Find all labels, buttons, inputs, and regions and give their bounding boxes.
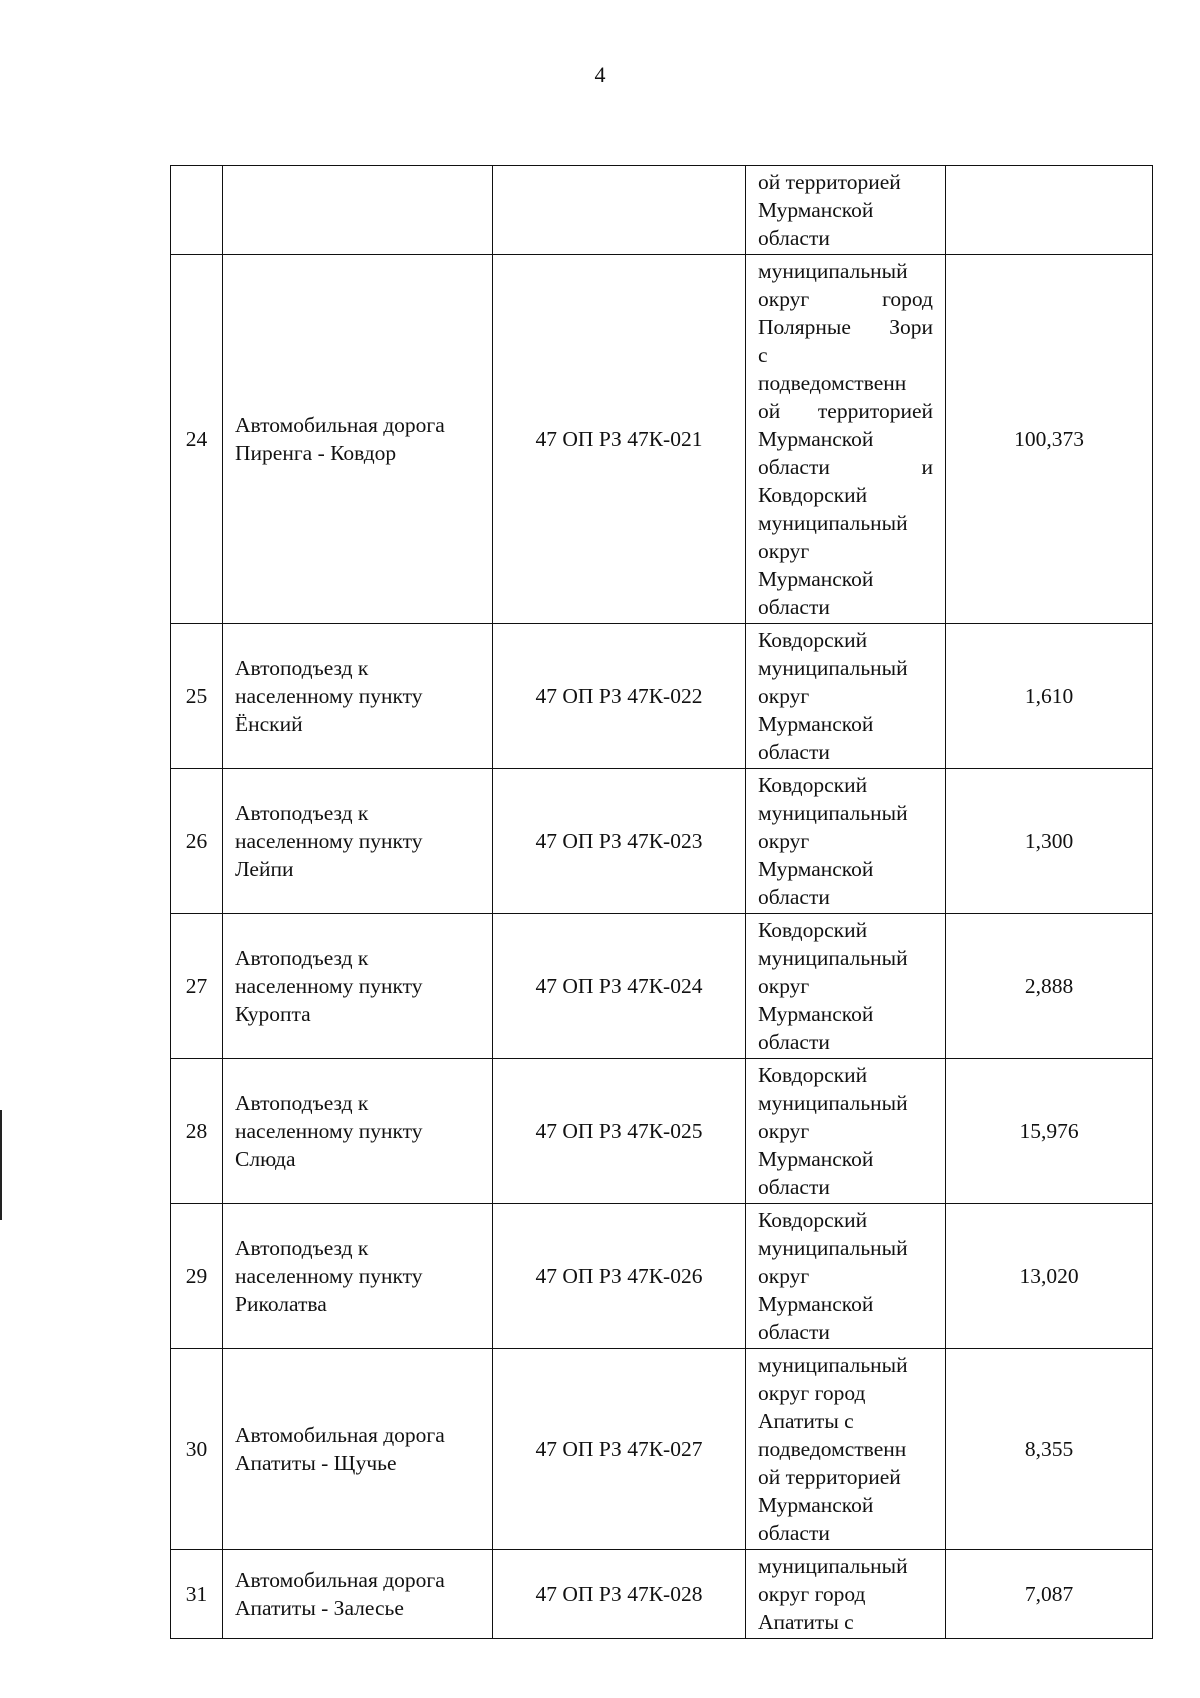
municipality [746,255,946,624]
municipality-line: с [758,343,768,367]
municipality-line: ой территорией [758,399,933,423]
road-name [223,624,493,769]
road-name-line: Автоподъезд к [235,801,369,825]
row-number: 30 [171,1349,223,1550]
municipality-line: Мурманской [758,567,874,591]
road-name [223,1204,493,1349]
road-name-line: Слюда [235,1147,296,1171]
municipality-line: округ [758,539,810,563]
table-row [171,914,1153,1059]
municipality-line: Апатиты с [758,1409,854,1433]
road-length: 2,888 [946,914,1153,1059]
road-name-line: населенному пункту [235,1264,423,1288]
municipality-line: муниципальный [758,946,908,970]
municipality-line: области [758,595,830,619]
municipality [746,769,946,914]
road-name-line: Автомобильная дорога [235,1423,445,1447]
municipality-line: области [758,1030,830,1054]
road-length: 1,610 [946,624,1153,769]
municipality-line: Мурманской [758,427,874,451]
road-code: 47 ОП РЗ 47К-028 [493,1550,746,1639]
municipality-line: подведомственн [758,371,907,395]
row-number: 27 [171,914,223,1059]
municipality-line: Апатиты с [758,1610,854,1634]
municipality-line: муниципальный [758,801,908,825]
municipality-line: муниципальный [758,259,908,283]
road-code: 47 ОП РЗ 47К-021 [493,255,746,624]
municipality-line: округ город [758,287,933,311]
road-length: 100,373 [946,255,1153,624]
road-name-line: Апатиты - Щучье [235,1451,397,1475]
municipality-line: подведомственн [758,1437,907,1461]
road-code: 47 ОП РЗ 47К-022 [493,624,746,769]
row-number: 29 [171,1204,223,1349]
municipality-line: области и [758,455,933,479]
municipality-line: округ [758,974,810,998]
road-name [223,769,493,914]
municipality-line: муниципальный [758,1353,908,1377]
table-row [171,1059,1153,1204]
municipality-line: области [758,1175,830,1199]
road-name-line: Автомобильная дорога [235,1568,445,1592]
municipality-line: Мурманской [758,1292,874,1316]
municipality-line: муниципальный [758,1236,908,1260]
municipality-line: ой территорией [758,170,901,194]
municipality [746,166,946,255]
scan-margin-mark [0,1110,2,1220]
municipality-line: муниципальный [758,656,908,680]
road-length: 7,087 [946,1550,1153,1639]
road-length [946,166,1153,255]
municipality-line: округ город [758,1582,866,1606]
road-code: 47 ОП РЗ 47К-026 [493,1204,746,1349]
road-name [223,1349,493,1550]
road-name-line: Автоподъезд к [235,1236,369,1260]
municipality-line: Мурманской [758,198,874,222]
road-name-line: Лейпи [235,857,294,881]
road-name-line: Автоподъезд к [235,1091,369,1115]
road-name-line: Риколатва [235,1292,327,1316]
municipality-line: области [758,885,830,909]
municipality-line: Ковдорский [758,773,868,797]
municipality-line: Ковдорский [758,1208,868,1232]
roads-table [170,165,1153,1639]
road-name-line: Апатиты - Залесье [235,1596,404,1620]
road-name-line: населенному пункту [235,974,423,998]
municipality-line: Мурманской [758,1147,874,1171]
municipality-line: области [758,740,830,764]
road-name-line: населенному пункту [235,1119,423,1143]
row-number: 31 [171,1550,223,1639]
road-name-line: Автоподъезд к [235,946,369,970]
table-row [171,1204,1153,1349]
road-name-line: населенному пункту [235,829,423,853]
municipality-line: области [758,1521,830,1545]
road-code: 47 ОП РЗ 47К-025 [493,1059,746,1204]
municipality-line: Полярные Зори [758,315,933,339]
road-name [223,1059,493,1204]
road-name [223,1550,493,1639]
row-number [171,166,223,255]
municipality-line: округ [758,829,810,853]
road-name-line: населенному пункту [235,684,423,708]
municipality [746,1059,946,1204]
municipality-line: Мурманской [758,1493,874,1517]
municipality-line: округ город [758,1381,866,1405]
road-name-line: Куропта [235,1002,311,1026]
municipality [746,1349,946,1550]
road-code: 47 ОП РЗ 47К-023 [493,769,746,914]
road-name-line: Автоподъезд к [235,656,369,680]
municipality-line: округ [758,684,810,708]
road-name-line: Ёнский [235,712,303,736]
municipality [746,914,946,1059]
table-row [171,166,1153,255]
road-name [223,255,493,624]
municipality-line: ой территорией [758,1465,901,1489]
table-row [171,624,1153,769]
road-name [223,166,493,255]
municipality-line: округ [758,1264,810,1288]
road-length: 13,020 [946,1204,1153,1349]
roads-table-body [171,166,1153,1639]
municipality-line: Ковдорский [758,918,868,942]
road-length: 8,355 [946,1349,1153,1550]
municipality-line: Ковдорский [758,483,868,507]
row-number: 28 [171,1059,223,1204]
municipality-line: области [758,1320,830,1344]
municipality [746,1550,946,1639]
municipality-line: муниципальный [758,511,908,535]
road-code: 47 ОП РЗ 47К-027 [493,1349,746,1550]
table-row [171,769,1153,914]
municipality-line: Мурманской [758,1002,874,1026]
municipality [746,1204,946,1349]
municipality [746,624,946,769]
road-name [223,914,493,1059]
page-number: 4 [594,62,606,87]
road-code [493,166,746,255]
road-length: 15,976 [946,1059,1153,1204]
municipality-line: Мурманской [758,857,874,881]
municipality-line: Ковдорский [758,1063,868,1087]
municipality-line: Мурманской [758,712,874,736]
table-row [171,255,1153,624]
road-code: 47 ОП РЗ 47К-024 [493,914,746,1059]
road-name-line: Пиренга - Ковдор [235,441,397,465]
municipality-line: Ковдорский [758,628,868,652]
municipality-line: области [758,226,830,250]
municipality-line: муниципальный [758,1091,908,1115]
municipality-line: округ [758,1119,810,1143]
road-name-line: Автомобильная дорога [235,413,445,437]
table-row [171,1349,1153,1550]
road-length: 1,300 [946,769,1153,914]
row-number: 26 [171,769,223,914]
municipality-line: муниципальный [758,1554,908,1578]
table-row [171,1550,1153,1639]
row-number: 24 [171,255,223,624]
row-number: 25 [171,624,223,769]
